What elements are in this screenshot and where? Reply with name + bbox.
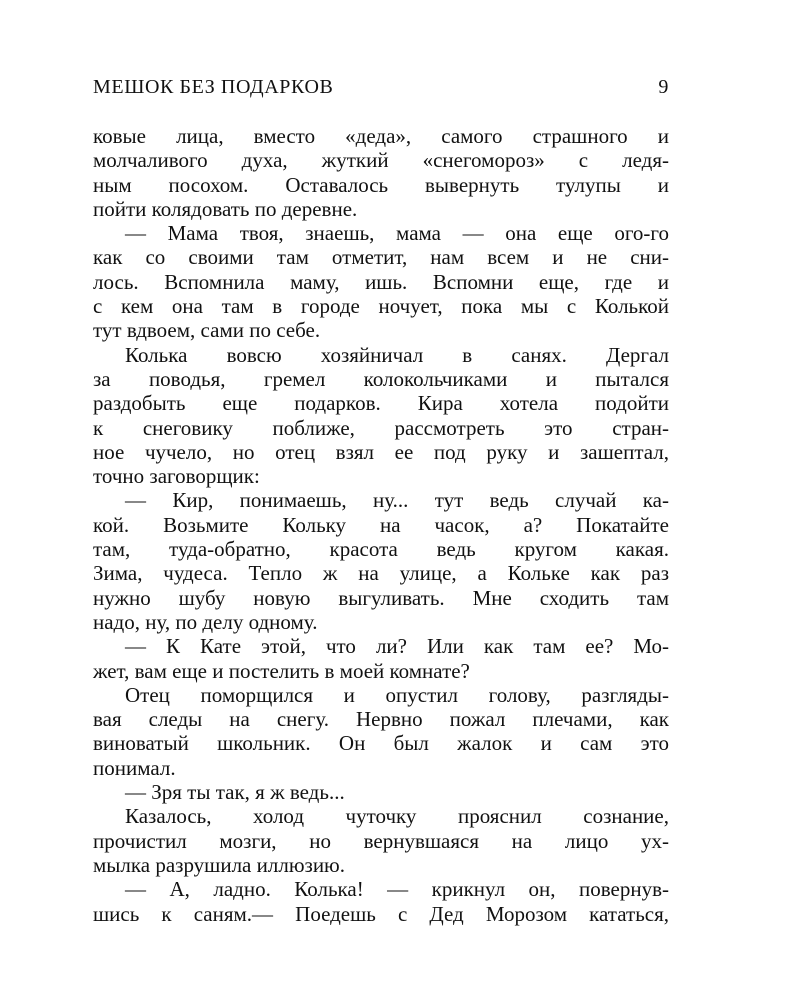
text-line: там, туда-обратно, красота ведь кругом какая. (93, 537, 669, 562)
text-line: шись к саням.— Поедешь с Дед Морозом кататься, (93, 901, 669, 926)
text-line: — К Кате этой, что ли? Или как там ее? Мо- (125, 634, 669, 659)
text-line: к снеговику поближе, рассмотреть это стран- (93, 415, 669, 440)
text-line: Зима, чудеса. Тепло ж на улице, а Кольке как раз (93, 561, 669, 586)
text-line: мылка разрушила иллюзию. (93, 852, 345, 877)
text-line: виноватый школьник. Он был жалок и сам это (93, 731, 669, 756)
text-line: ковые лица, вместо «деда», самого страшного и (93, 124, 669, 148)
text-line: за поводья, гремел колокольчиками и пытался (93, 366, 669, 391)
text-line: как со своими там отметит, нам всем и не сни- (93, 245, 669, 270)
text-line: — А, ладно. Колька! — крикнул он, повернув- (125, 877, 669, 902)
text-line: вая следы на снегу. Нервно пожал плечами, как (93, 707, 669, 732)
text-line: прочистил мозги, но вернувшаяся на лицо ух- (93, 828, 669, 853)
text-line: молчаливого духа, жуткий «снегомороз» с ледя- (93, 148, 669, 173)
text-line: ным посохом. Оставалось вывернуть тулупы и (93, 172, 669, 197)
text-line: надо, ну, по делу одному. (93, 609, 318, 634)
text-line: — Мама твоя, знаешь, мама — она еще ого-го (125, 221, 669, 246)
text-line: Казалось, холод чуточку прояснил сознание, (125, 804, 669, 829)
body-text (93, 124, 669, 926)
text-line: тут вдвоем, сами по себе. (93, 318, 321, 343)
text-line: ное чучело, но отец взял ее под руку и зашептал, (93, 439, 669, 464)
page-number: 9 (658, 76, 669, 98)
text-line: Отец поморщился и опустил голову, разгляды- (125, 682, 669, 707)
running-header (93, 76, 669, 102)
text-line: жет, вам еще и постелить в моей комнате? (93, 658, 470, 683)
text-line: Колька вовсю хозяйничал в санях. Дергал (125, 342, 669, 367)
text-line: лось. Вспомнила маму, ишь. Вспомни еще, где и (93, 269, 669, 294)
text-line: — Зря ты так, я ж ведь... (125, 780, 345, 805)
text-line: пойти колядовать по деревне. (93, 196, 358, 221)
text-line: точно заговорщик: (93, 464, 260, 489)
text-line: с кем она там в городе ночует, пока мы с Колькой (93, 294, 669, 319)
text-line: понимал. (93, 755, 176, 780)
text-line: — Кир, понимаешь, ну... тут ведь случай ка- (125, 488, 669, 513)
text-line: раздобыть еще подарков. Кира хотела подойти (93, 391, 669, 416)
text-line: кой. Возьмите Кольку на часок, а? Покатайте (93, 512, 669, 537)
running-title: МЕШОК БЕЗ ПОДАРКОВ (93, 76, 334, 98)
text-line: нужно шубу новую выгуливать. Мне сходить там (93, 585, 669, 610)
